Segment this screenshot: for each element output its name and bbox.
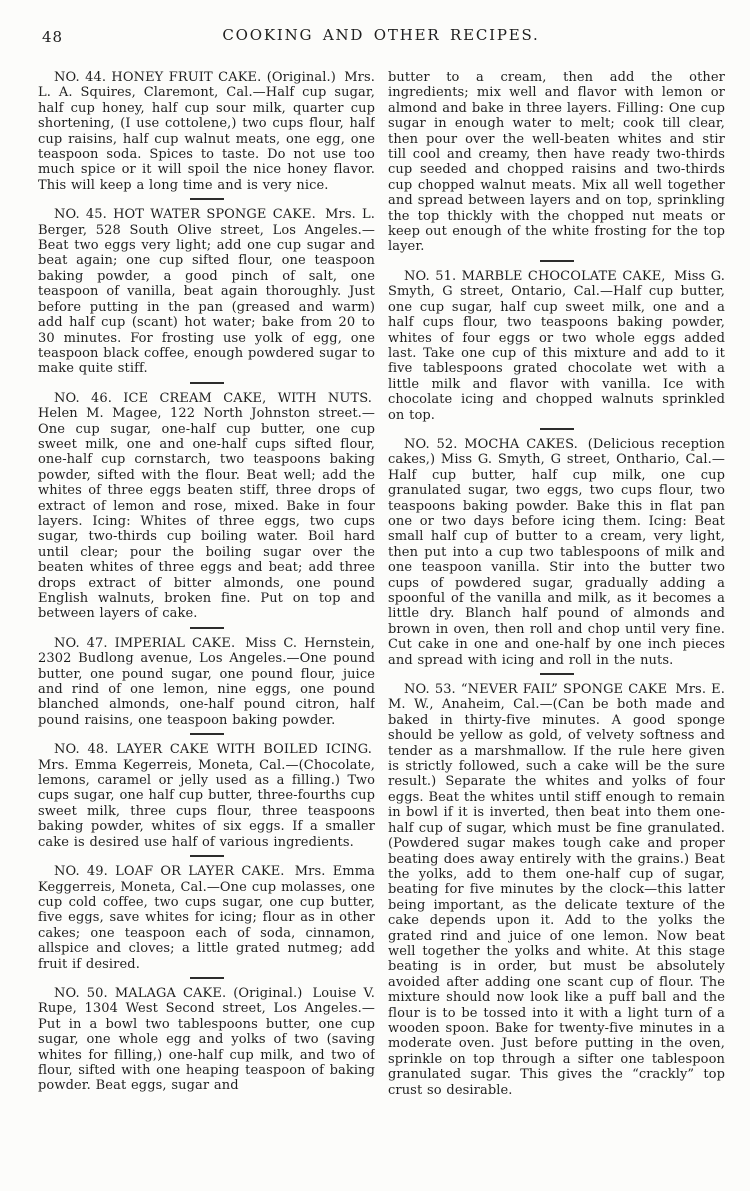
recipe-48 <box>38 742 375 850</box>
section-divider <box>540 428 574 430</box>
page-header <box>38 26 724 50</box>
recipe-47-heading: NO. 47. IMPERIAL CAKE. <box>54 635 236 651</box>
recipe-50-continuation <box>388 70 725 255</box>
recipe-50-body: Louise V. Rupe, 1304 West Second street, Los Angeles.—Put in a bowl two tablespoons butter, one cup sugar, one whole egg and yolks of two (saving whites for filling,) one-half cup milk, and two of flour, sifted with one heaping teaspoon of baking powder. Beat eggs, sugar and <box>38 985 375 1094</box>
running-head: COOKING AND OTHER RECIPES. <box>222 26 540 44</box>
section-divider <box>190 977 224 979</box>
recipe-50 <box>38 986 375 1094</box>
recipe-49-body: Mrs. Emma Keggerreis, Moneta, Cal.—One cup molasses, one cup cold coffee, two cups sugar, one cup butter, five eggs, save whites for icing; flour as in other cakes; one teaspoon each of soda, cinnamon, allspice and cloves; a little grated nutmeg; add fruit if desired. <box>38 864 375 972</box>
section-divider <box>190 198 224 200</box>
left-column <box>38 70 375 1101</box>
recipe-52-heading: NO. 52. MOCHA CAKES. <box>404 436 578 452</box>
recipe-45 <box>38 207 375 376</box>
recipe-48-body: Mrs. Emma Kegerreis, Moneta, Cal.—(Chocolate, lemons, caramel or jelly used as a filling.) Two cups sugar, one half cup butter, three-fourths cup sweet milk, three cups flour, three teaspoons baking powder, whites of six eggs. If a smaller cake is desired use half of various ingredients. <box>38 757 375 850</box>
recipe-53-heading: NO. 53. “NEVER FAIL” SPONGE CAKE <box>404 682 668 698</box>
section-divider <box>190 627 224 629</box>
section-divider <box>190 733 224 735</box>
recipe-48-heading: NO. 48. LAYER CAKE WITH BOILED ICING. <box>54 742 372 758</box>
section-divider <box>190 382 224 384</box>
recipe-45-heading: NO. 45. HOT WATER SPONGE CAKE. <box>54 207 316 223</box>
recipe-44 <box>38 70 375 193</box>
recipe-51-heading: NO. 51. MARBLE CHOCOLATE CAKE, <box>404 268 666 284</box>
page-number: 48 <box>42 28 64 46</box>
recipe-49-heading: NO. 49. LOAF OR LAYER CAKE. <box>54 864 285 880</box>
recipe-44-heading: NO. 44. HONEY FRUIT CAKE. (Original.) <box>54 70 336 85</box>
recipe-53 <box>388 682 725 1098</box>
recipe-50-continuation-text: butter to a cream, then add the other ingredients; mix well and flavor with lemon or almond and bake in three layers. Filling: One cup sugar in enough water to melt; cook till clear, then pour over the well-beaten whites and stir till cool and creamy, then have ready two-thirds cup seeded and chopped raisins and two-thirds cup chopped walnut meats. Mix all well together and spread between layers and on top, sprinkling the top thickly with the chopped nut meats or keep out enough of the white frosting for the top layer. <box>388 70 725 255</box>
recipe-47 <box>38 636 375 728</box>
recipe-52-body: (Delicious reception cakes,) Miss G. Smyth, G street, Onthario, Cal.—Half cup butter, half cup milk, one cup granulated sugar, two eggs, two cups flour, two teaspoons baking powder. Bake this in flat pan one or two days before icing them. Icing: Beat small half cup of butter to a cream, very light, then put into a cup two tablespoons of milk and one teaspoon vanilla. Stir into the butter two cups of powdered sugar, gradually adding a spoonful of the vanilla and milk, as it becomes a little dry. Blanch half pound of almonds and brown in oven, then roll and chop until very fine. Cut cake in one and one-half by one inch pieces and spread with icing and roll in the nuts. <box>388 436 725 668</box>
recipe-46-heading: NO. 46. ICE CREAM CAKE, WITH NUTS. <box>54 390 372 406</box>
recipe-53-body: Mrs. E. M. W., Anaheim, Cal.—(Can be both made and baked in thirty-five minutes. A good sponge should be yellow as gold, of velvety softness and tender as a marshmallow. If the rule here given is strictly followed, such a cake will be the sure result.) Separate the whites and yolks of four eggs. Beat the whites until stiff enough to remain in bowl if it is inverted, then beat into them one-half cup of sugar, which must be fine granulated. (Powdered sugar makes tough cake and proper beating does away entirely with the grains.) Beat the yolks, add to them one-half cup of sugar, beating for five minutes by the clock—this latter being important, as the delicate texture of the cake depends upon it. Add to the yolks the grated rind and juice of one lemon. Now beat well together the yolks and white. At this stage beating is in order, but must be absolutely avoided after adding one scant cup of flour. The mixture should now look like a puff ball and the flour is to be tossed into it with a light turn of a wooden spoon. Bake for twenty-five minutes in a moderate oven. Just before putting in the oven, sprinkle on top through a sifter one tablespoon granulated sugar. This gives the “crackly” top crust so desirable. <box>388 682 725 1098</box>
recipe-49 <box>38 864 375 972</box>
section-divider <box>540 673 574 675</box>
section-divider <box>190 855 224 857</box>
recipe-47-body: Miss C. Hernstein, 2302 Budlong avenue, Los Angeles.—One pound butter, one pound sugar, one pound flour, juice and rind of one lemon, nine eggs, one pound blanched almonds, one-half pound citron, half pound raisins, one teaspoon baking powder. <box>38 635 375 728</box>
right-column <box>388 70 725 1101</box>
recipe-50-heading: NO. 50. MALAGA CAKE. (Original.) <box>54 985 303 1001</box>
section-divider <box>540 260 574 262</box>
recipe-51-body: Miss G. Smyth, G street, Ontario, Cal.—Half cup butter, one cup sugar, half cup sweet milk, one and a half cups flour, two teaspoons baking powder, whites of four eggs or two whole eggs added last. Take one cup of this mixture and add to it five tablespoons grated chocolate wet with a little milk and flavor with vanilla. Ice with chocolate icing and chopped walnuts sprinkled on top. <box>388 268 725 423</box>
recipe-46-body: Helen M. Magee, 122 North Johnston street.—One cup sugar, one-half cup butter, one cup sweet milk, one and one-half cups sifted flour, one-half cup cornstarch, two teaspoons baking powder, sifted with the flour. Beat well; add the whites of three eggs beaten stiff, three drops of extract of lemon and rose, mixed. Bake in four layers. Icing: Whites of three eggs, two cups sugar, two-thirds cup boiling water. Boil hard until clear; pour the boiling sugar over the beaten whites of three eggs and beat; add three drops extract of bitter almonds, one pound English walnuts, broken fine. Put on top and between layers of cake. <box>38 406 375 622</box>
recipe-51 <box>388 269 725 423</box>
recipe-52 <box>388 437 725 668</box>
recipe-44-body: Mrs. L. A. Squires, Claremont, Cal.—Half cup sugar, half cup honey, half cup sour milk, quarter cup shortening, (I use cottolene,) two cups flour, half cup raisins, half cup walnut meats, one egg, one teaspoon soda. Spices to taste. Do not use too much spice or it will spoil the nice honey flavor. This will keep a long time and is very nice. <box>38 70 375 193</box>
recipe-45-body: Mrs. L. Berger, 528 South Olive street, Los Angeles.—Beat two eggs very light; add one cup sugar and beat again; one cup sifted flour, one teaspoon baking powder, a good pinch of salt, one teaspoon of vanilla, beat again thoroughly. Just before putting in the pan (greased and warm) add half cup (scant) hot water; bake from 20 to 30 minutes. For frosting use yolk of egg, one teaspoon black coffee, enough powdered sugar to make quite stiff. <box>38 207 375 377</box>
recipe-46 <box>38 391 375 622</box>
two-column-body <box>38 70 724 1101</box>
